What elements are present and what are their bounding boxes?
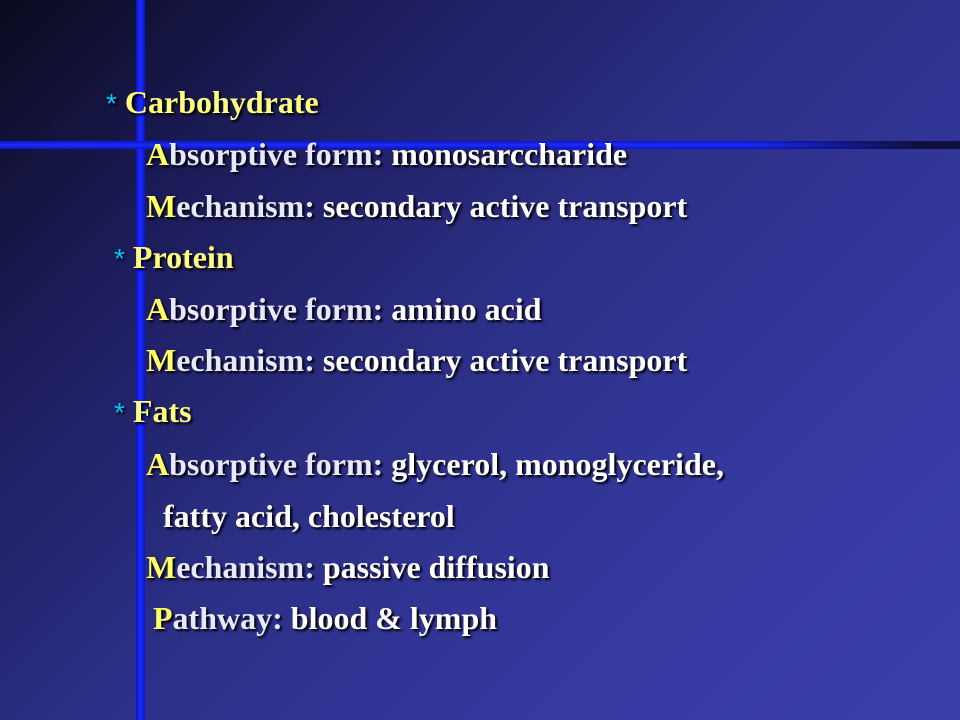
label-initial: A <box>146 446 170 482</box>
label-text: bsorptive form: <box>169 291 384 327</box>
absorptive-value: monosarccharide <box>391 136 628 172</box>
label-text: bsorptive form: <box>169 446 384 482</box>
protein-heading <box>114 239 234 276</box>
carbohydrate-absorptive-form <box>146 136 627 173</box>
fats-absorptive-form <box>146 446 724 483</box>
label-initial: M <box>146 342 177 378</box>
bullet-star: * <box>106 88 117 119</box>
absorptive-value-line1: glycerol, monoglyceride, <box>391 446 724 482</box>
label-text: echanism: <box>176 549 315 585</box>
label-text: echanism: <box>176 342 315 378</box>
label-initial: M <box>146 188 177 224</box>
fats-pathway <box>153 600 497 637</box>
mechanism-value: secondary active transport <box>322 342 688 378</box>
label-initial: M <box>146 549 177 585</box>
absorptive-value: amino acid <box>391 291 542 327</box>
protein-absorptive-form <box>146 291 542 328</box>
mechanism-value: passive diffusion <box>322 549 550 585</box>
absorptive-value-line2: fatty acid, cholesterol <box>163 498 455 534</box>
label-text: echanism: <box>176 188 315 224</box>
bullet-star: * <box>114 243 125 274</box>
pathway-value: blood & lymph <box>290 600 498 636</box>
label-text: bsorptive form: <box>169 136 384 172</box>
mechanism-value: secondary active transport <box>322 188 688 224</box>
fats-mechanism <box>146 549 550 586</box>
fats-absorptive-form-continued <box>163 498 455 535</box>
label-initial: A <box>146 136 170 172</box>
carbohydrate-heading <box>106 84 319 121</box>
label-initial: A <box>146 291 170 327</box>
protein-title: Protein <box>132 239 234 275</box>
carbohydrate-title: Carbohydrate <box>124 84 319 120</box>
label-initial: P <box>153 600 173 636</box>
protein-mechanism <box>146 342 687 379</box>
label-text: athway: <box>172 600 283 636</box>
fats-heading <box>114 393 192 430</box>
carbohydrate-mechanism <box>146 188 687 225</box>
fats-title: Fats <box>132 393 192 429</box>
bullet-star: * <box>114 397 125 428</box>
